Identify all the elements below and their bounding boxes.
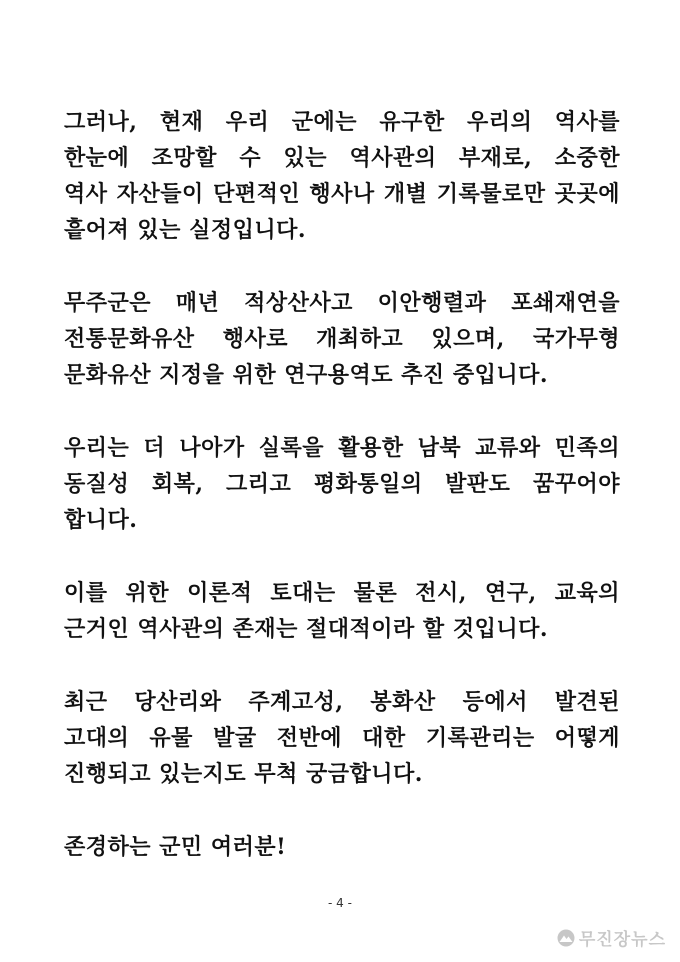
text-line: 한눈에 조망할 수 있는 역사관의 부재로, 소중한	[64, 145, 620, 171]
text-line: 흩어져 있는 실정입니다.	[64, 217, 306, 243]
paragraph-5	[64, 684, 620, 792]
text-line: 문화유산 지정을 위한 연구용역도 추진 중입니다.	[64, 362, 548, 388]
paragraph-4	[64, 575, 620, 647]
paragraph-3	[64, 430, 620, 538]
text-line: 합니다.	[64, 507, 138, 533]
text-line: 존경하는 군민 여러분!	[64, 834, 287, 860]
document-body	[64, 104, 620, 902]
paragraph-1	[64, 104, 620, 248]
paragraph-2	[64, 285, 620, 393]
paragraph-6	[64, 829, 620, 865]
text-line: 이를 위한 이론적 토대는 물론 전시, 연구, 교육의	[64, 580, 620, 606]
watermark-text: 무진장뉴스	[578, 930, 666, 950]
text-line: 무주군은 매년 적상산사고 이안행렬과 포쇄재연을	[64, 290, 620, 316]
text-line: 전통문화유산 행사로 개최하고 있으며, 국가무형	[64, 326, 620, 352]
mountain-logo-icon	[557, 929, 575, 947]
text-line: 우리는 더 나아가 실록을 활용한 남북 교류와 민족의	[64, 435, 620, 461]
text-line: 고대의 유물 발굴 전반에 대한 기록관리는 어떻게	[64, 725, 620, 751]
text-line: 진행되고 있는지도 무척 궁금합니다.	[64, 761, 423, 787]
text-line: 역사 자산들이 단편적인 행사나 개별 기록물로만 곳곳에	[64, 181, 620, 207]
watermark	[557, 925, 666, 950]
text-line: 근거인 역사관의 존재는 절대적이라 할 것입니다.	[64, 616, 548, 642]
text-line: 최근 당산리와 주계고성, 봉화산 등에서 발견된	[64, 689, 620, 715]
text-line: 그러나, 현재 우리 군에는 유구한 우리의 역사를	[64, 109, 620, 135]
page-number: - 4 -	[328, 896, 352, 910]
text-line: 동질성 회복, 그리고 평화통일의 발판도 꿈꾸어야	[64, 471, 620, 497]
